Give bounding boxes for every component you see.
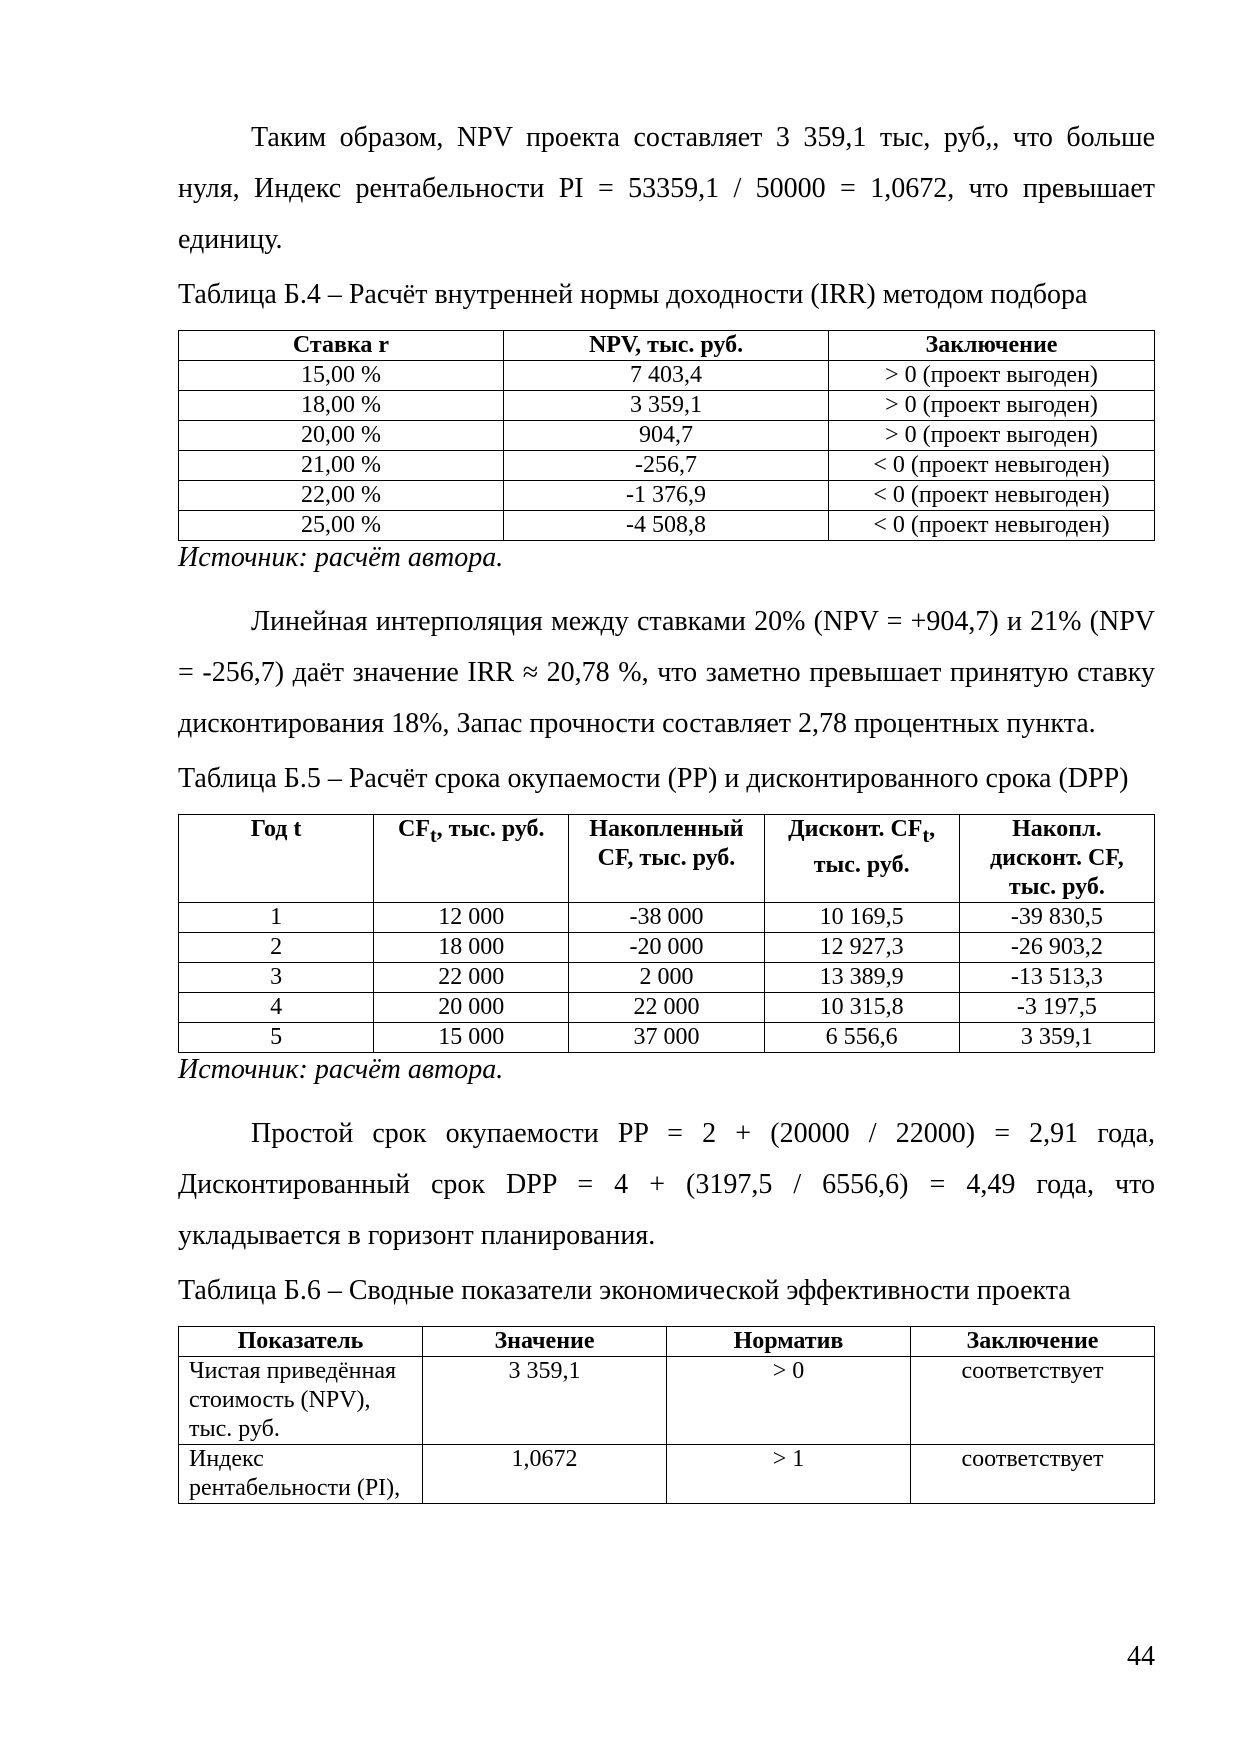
table-b4-source: Источник: расчёт автора. [178, 542, 504, 573]
table-row [179, 1357, 1155, 1445]
table-cell: соответствует [911, 1445, 1155, 1504]
table-cell: 15,00 % [179, 361, 504, 391]
header-npv: NPV, тыс. руб. [504, 331, 829, 361]
table-cell: 6 556,6 [764, 1023, 959, 1053]
table-cell: 2 000 [569, 963, 764, 993]
header-norm: Норматив [667, 1327, 911, 1357]
table-cell: 10 169,5 [764, 903, 959, 933]
table-header-row [179, 815, 1155, 903]
table-cell: 904,7 [504, 421, 829, 451]
table-row [179, 361, 1155, 391]
header-cumulative-cf: Накопленный CF, тыс. руб. [569, 815, 764, 903]
header-indicator: Показатель [179, 1327, 423, 1357]
page-number: 44 [1127, 1641, 1155, 1672]
table-cell: соответствует [911, 1357, 1155, 1445]
header-cf: $CF_t$, тыс. руб. [374, 815, 569, 903]
table-cell: > 0 [667, 1357, 911, 1445]
table-row [179, 1445, 1155, 1504]
paragraph-irr-interpolation: Линейная интерполяция между ставками 20% (NPV = +904,7) и 21% (NPV = -256,7) даёт значение IRR ≈ 20,78 %, что заметно превышает принятую ставку дисконтирования 18%, Запас прочности составляет 2,78 процентных пункта. [178, 606, 1155, 739]
table-b6-summary [178, 1326, 1155, 1504]
table-cell: -26 903,2 [959, 933, 1154, 963]
table-header-row [179, 1327, 1155, 1357]
table-cell: -13 513,3 [959, 963, 1154, 993]
table-cell: 37 000 [569, 1023, 764, 1053]
table-cell: 13 389,9 [764, 963, 959, 993]
table-cell: 3 359,1 [423, 1357, 667, 1445]
table-cell: 22,00 % [179, 481, 504, 511]
table-cell: < 0 (проект невыгоден) [829, 481, 1155, 511]
table-cell: 3 [179, 963, 374, 993]
table-row [179, 511, 1155, 541]
table-cell: 21,00 % [179, 451, 504, 481]
table-cell: 7 403,4 [504, 361, 829, 391]
table-cell: 22 000 [374, 963, 569, 993]
table-cell: 1 [179, 903, 374, 933]
table-row [179, 903, 1155, 933]
table-row [179, 451, 1155, 481]
table-cell: 18 000 [374, 933, 569, 963]
header-value: Значение [423, 1327, 667, 1357]
table-row [179, 1023, 1155, 1053]
table-cell: 2 [179, 933, 374, 963]
table-cell: 15 000 [374, 1023, 569, 1053]
table-cell: 12 000 [374, 903, 569, 933]
table-cell: 3 359,1 [504, 391, 829, 421]
table-cell: -20 000 [569, 933, 764, 963]
table-cell: Чистая приведённая стоимость (NPV), тыс. руб. [179, 1357, 423, 1445]
table-cell: > 0 (проект выгоден) [829, 361, 1155, 391]
table-cell: 10 315,8 [764, 993, 959, 1023]
table-row [179, 481, 1155, 511]
table-cell: -4 508,8 [504, 511, 829, 541]
table-row [179, 993, 1155, 1023]
header-conclusion: Заключение [829, 331, 1155, 361]
table-cell: > 0 (проект выгоден) [829, 391, 1155, 421]
table-b6-caption: Таблица Б.6 – Сводные показатели экономической эффективности проекта [178, 1275, 1071, 1306]
table-cell: 4 [179, 993, 374, 1023]
table-cell: 22 000 [569, 993, 764, 1023]
header-conclusion: Заключение [911, 1327, 1155, 1357]
table-b5-caption: Таблица Б.5 – Расчёт срока окупаемости (PP) и дисконтированного срока (DPP) [178, 763, 1129, 794]
table-cell: -1 376,9 [504, 481, 829, 511]
table-row [179, 963, 1155, 993]
table-row [179, 421, 1155, 451]
table-cell: -39 830,5 [959, 903, 1154, 933]
paragraph-npv-summary: Таким образом, NPV проекта составляет 3 359,1 тыс, руб,, что больше нуля, Индекс рентабельности PI = 53359,1 / 50000 = 1,0672, что превышает единицу. [178, 122, 1155, 255]
table-row [179, 933, 1155, 963]
table-cell: 3 359,1 [959, 1023, 1154, 1053]
table-cell: > 0 (проект выгоден) [829, 421, 1155, 451]
header-cumulative-discounted-cf: Накопл. дисконт. CF, тыс. руб. [959, 815, 1154, 903]
table-cell: 5 [179, 1023, 374, 1053]
table-cell: 18,00 % [179, 391, 504, 421]
header-rate: Ставка r [179, 331, 504, 361]
table-cell: Индекс рентабельности (PI), [179, 1445, 423, 1504]
paragraph-payback-summary: Простой срок окупаемости PP = 2 + (20000 / 22000) = 2,91 года, Дисконтированный срок DPP = 4 + (3197,5 / 6556,6) = 4,49 года, что укладывается в горизонт планирования. [178, 1118, 1155, 1251]
table-cell: -256,7 [504, 451, 829, 481]
table-b4-irr [178, 330, 1155, 541]
table-header-row [179, 331, 1155, 361]
header-year: Год t [179, 815, 374, 903]
table-cell: 20 000 [374, 993, 569, 1023]
table-b4-caption: Таблица Б.4 – Расчёт внутренней нормы доходности (IRR) методом подбора [178, 279, 1088, 310]
table-b5-payback [178, 814, 1155, 1053]
table-cell: -38 000 [569, 903, 764, 933]
table-cell: 25,00 % [179, 511, 504, 541]
table-cell: 1,0672 [423, 1445, 667, 1504]
table-cell: < 0 (проект невыгоден) [829, 511, 1155, 541]
table-b5-source: Источник: расчёт автора. [178, 1054, 504, 1085]
page-content [178, 112, 1155, 1504]
table-cell: 20,00 % [179, 421, 504, 451]
table-cell: < 0 (проект невыгоден) [829, 451, 1155, 481]
table-cell: > 1 [667, 1445, 911, 1504]
table-cell: 12 927,3 [764, 933, 959, 963]
table-row [179, 391, 1155, 421]
table-cell: -3 197,5 [959, 993, 1154, 1023]
header-discounted-cf: Дисконт. $CF_t$, тыс. руб. [764, 815, 959, 903]
